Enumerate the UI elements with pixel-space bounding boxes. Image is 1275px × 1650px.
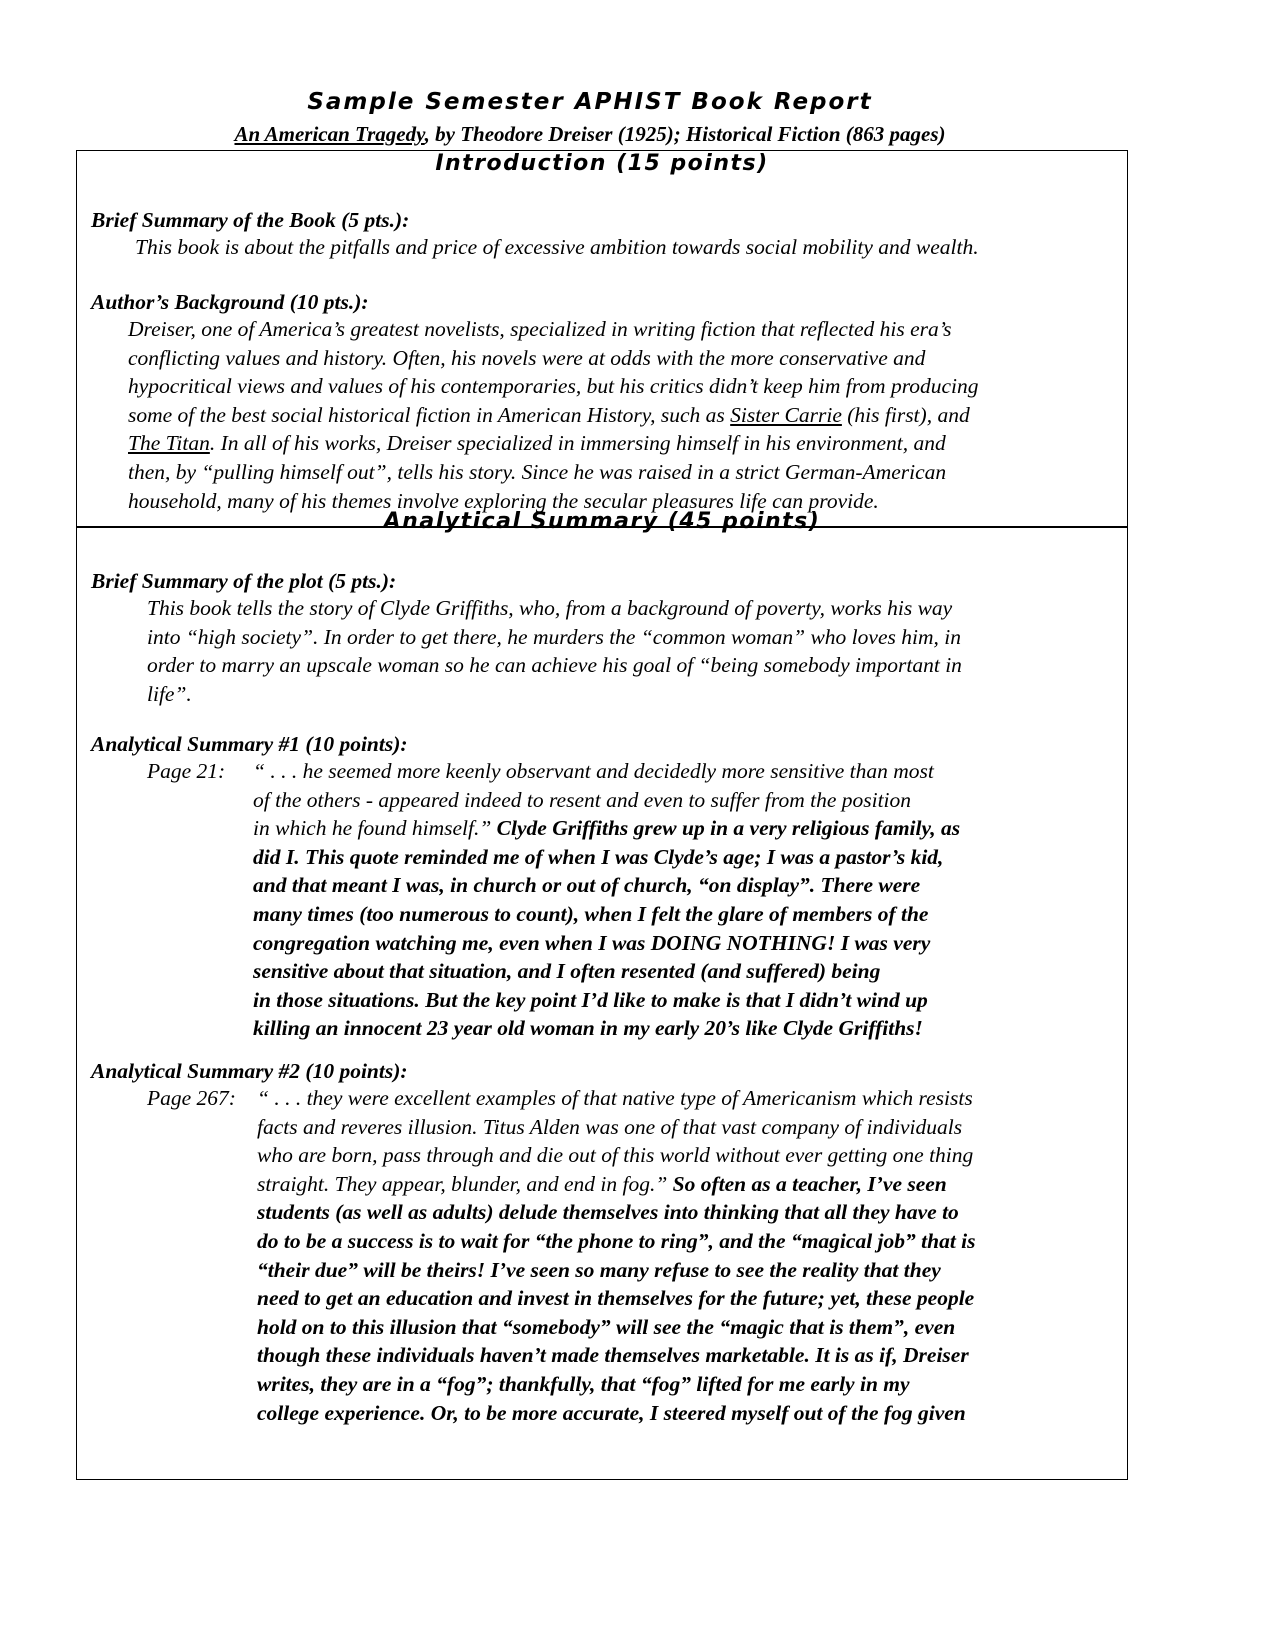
summary-1-text	[253, 757, 960, 1043]
analytical-title: Analytical Summary (45 points)	[383, 509, 821, 534]
summary-heading: Brief Summary of the Book (5 pts.):	[91, 208, 410, 232]
quote-text: in which he found himself.”	[253, 816, 497, 841]
commentary-line: “their due” will be theirs! I’ve seen so many refuse to see the reality that they	[257, 1257, 941, 1282]
author-text	[128, 315, 979, 515]
author-line	[128, 429, 979, 458]
plot-line: life”.	[147, 681, 192, 706]
commentary-line: killing an innocent 23 year old woman in my early 20’s like Clyde Griffiths!	[253, 1016, 923, 1041]
plot-heading: Brief Summary of the plot (5 pts.):	[91, 569, 397, 593]
author-line-text: some of the best social historical fiction in American History, such as	[128, 402, 731, 427]
quote-line: “ . . . he seemed more keenly observant and decidedly more sensitive than most	[253, 759, 934, 783]
author-line: conflicting values and history. Often, his novels were at odds with the more conservative and	[128, 345, 926, 370]
plot-line: into “high society”. In order to get there, he murders the “common woman” who loves him, in	[147, 624, 961, 649]
author-line: Dreiser, one of America’s greatest novelists, specialized in writing fiction that reflected his era’s	[128, 317, 952, 341]
summary-text: This book is about the pitfalls and price of excessive ambition towards social mobility and wealth.	[135, 235, 979, 259]
plot-line: This book tells the story of Clyde Griffiths, who, from a background of poverty, works his way	[147, 596, 953, 620]
summary-2-text	[257, 1084, 976, 1427]
commentary-line: sensitive about that situation, and I often resented (and suffered) being	[253, 959, 881, 984]
commentary-line: many times (too numerous to count), when I felt the glare of members of the	[253, 901, 929, 926]
quote-line: “ . . . they were excellent examples of that native type of Americanism which resists	[257, 1086, 973, 1110]
quote-text: straight. They appear, blunder, and end in fog.”	[257, 1171, 673, 1196]
plot-text	[147, 594, 962, 708]
book-the-titan: The Titan	[128, 431, 210, 456]
commentary-line: in those situations. But the key point I’d like to make is that I didn’t wind up	[253, 987, 928, 1012]
commentary-text: Clyde Griffiths grew up in a very religious family, as	[496, 816, 961, 841]
commentary-line: need to get an education and invest in themselves for the future; yet, these people	[257, 1286, 975, 1311]
commentary-text: So often as a teacher, I’ve seen	[672, 1171, 947, 1196]
author-line: household, many of his themes involve exploring the secular pleasures life can provide.	[128, 488, 879, 513]
book-title: An American Tragedy	[234, 122, 425, 146]
book-details: , by Theodore Dreiser (1925); Historical Fiction (863 pages)	[424, 122, 946, 146]
commentary-line: hold on to this illusion that “somebody” will see the “magic that is them”, even	[257, 1314, 956, 1339]
introduction-section	[76, 150, 1128, 528]
quote-line: facts and reveres illusion. Titus Alden was one of that vast company of individuals	[257, 1114, 963, 1139]
author-line-text: (his first), and	[841, 402, 970, 427]
summary-1-page: Page 21:	[147, 759, 226, 783]
quote-line	[257, 1170, 976, 1199]
report-subtitle	[0, 122, 1180, 146]
commentary-line: college experience. Or, to be more accurate, I steered myself out of the fog given	[257, 1400, 966, 1425]
author-line-text: . In all of his works, Dreiser specialized in immersing himself in his environment, and	[209, 431, 946, 456]
commentary-line: and that meant I was, in church or out of church, “on display”. There were	[253, 873, 921, 898]
book-sister-carrie: Sister Carrie	[730, 402, 842, 427]
author-heading: Author’s Background (10 pts.):	[91, 290, 369, 314]
quote-line: who are born, pass through and die out of this world without ever getting one thing	[257, 1143, 974, 1168]
commentary-line: writes, they are in a “fog”; thankfully, that “fog” lifted for me early in my	[257, 1371, 910, 1396]
commentary-line: do to be a success is to wait for “the phone to ring”, and the “magical job” that is	[257, 1228, 976, 1253]
author-line: then, by “pulling himself out”, tells his story. Since he was raised in a strict German-American	[128, 459, 947, 484]
quote-line: of the others - appeared indeed to resent and even to suffer from the position	[253, 787, 912, 812]
commentary-line: though these individuals haven’t made themselves marketable. It is as if, Dreiser	[257, 1343, 969, 1368]
quote-line	[253, 814, 960, 843]
author-line: hypocritical views and values of his contemporaries, but his critics didn’t keep him from producing	[128, 374, 979, 399]
introduction-title: Introduction (15 points)	[435, 151, 769, 176]
summary-1-heading: Analytical Summary #1 (10 points):	[91, 732, 408, 756]
author-line	[128, 401, 979, 430]
plot-line: order to marry an upscale woman so he can achieve his goal of “being somebody important in	[147, 653, 962, 678]
commentary-line: congregation watching me, even when I was DOING NOTHING! I was very	[253, 930, 931, 955]
analytical-section	[76, 509, 1128, 1480]
commentary-line: students (as well as adults) delude themselves into thinking that all they have to	[257, 1200, 959, 1225]
commentary-line: did I. This quote reminded me of when I was Clyde’s age; I was a pastor’s kid,	[253, 844, 944, 869]
summary-2-page: Page 267:	[147, 1086, 236, 1110]
summary-2-heading: Analytical Summary #2 (10 points):	[91, 1059, 408, 1083]
report-title: Sample Semester APHIST Book Report	[307, 89, 873, 115]
